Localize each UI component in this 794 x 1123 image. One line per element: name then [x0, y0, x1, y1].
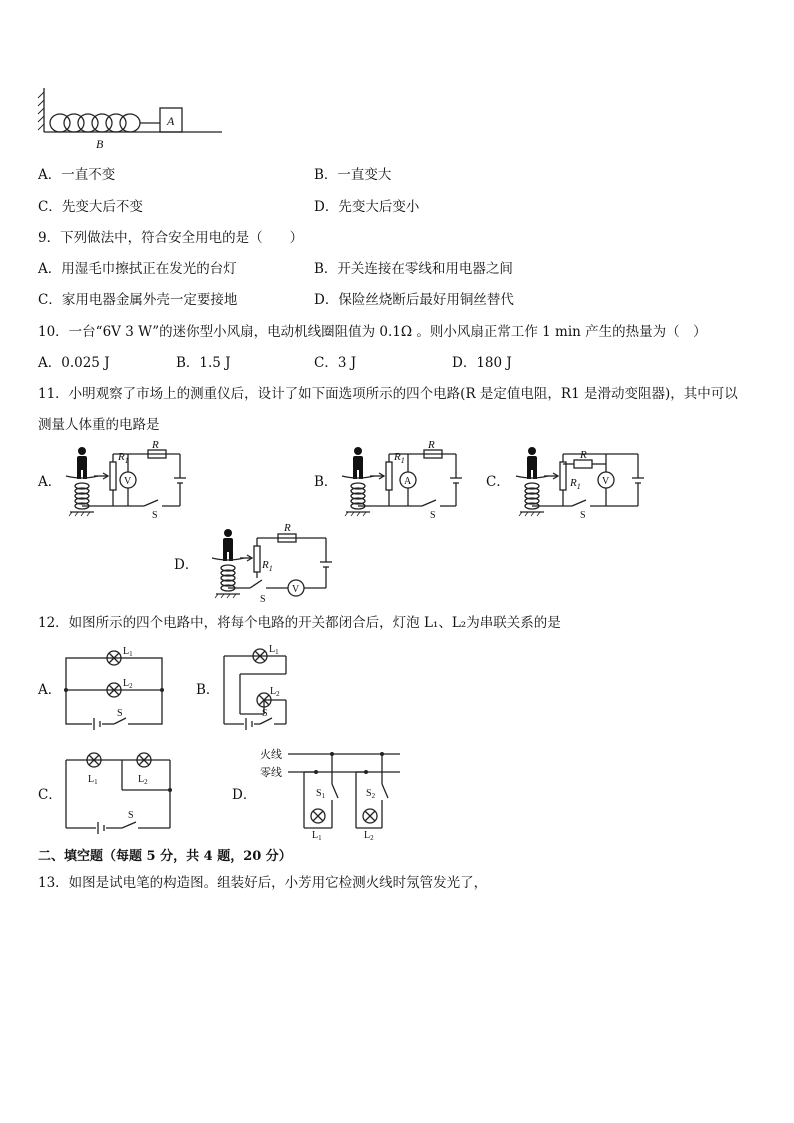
svg-text:R1: $R_1$	[570, 477, 581, 491]
q11-circuit-a[interactable]	[62, 439, 198, 521]
q8-spring-figure	[38, 86, 228, 152]
q9-option-c[interactable]: C．家用电器金属外壳一定要接地	[38, 292, 238, 308]
q12-option-c-label[interactable]: C．	[38, 787, 62, 803]
q12-option-d-label[interactable]: D．	[232, 787, 257, 803]
live-wire-label: 火线	[260, 749, 282, 761]
q11-option-d-label[interactable]: D．	[174, 557, 199, 573]
svg-text:S: S	[117, 708, 123, 719]
q10-option-b[interactable]: B．1.5 J	[176, 355, 231, 371]
svg-text:L2: $L_2$	[270, 686, 280, 698]
voltmeter-label: V	[124, 476, 132, 487]
q11-stem-line1: 11．小明观察了市场上的测重仪后，设计了如下面选项所示的四个电路(R 是定值电阻，R1 是滑动变阻器)，其中可以	[38, 386, 738, 402]
svg-text:L2: $L_2$	[123, 678, 133, 690]
svg-text:R1: $R_1$	[394, 451, 405, 465]
svg-text:L1: $L_1$	[123, 646, 133, 658]
q12-circuit-d[interactable]	[258, 744, 404, 842]
q11-circuit-d[interactable]	[200, 522, 340, 605]
q12-option-a-label[interactable]: A．	[38, 682, 62, 698]
svg-text:R: R	[428, 439, 435, 451]
q8-option-c[interactable]: C．先变大后不变	[38, 199, 143, 215]
q11-option-a-label[interactable]: A．	[38, 474, 62, 490]
svg-text:L2: $L_2$	[364, 830, 374, 842]
q9-option-d[interactable]: D．保险丝烧断后最好用铜丝替代	[314, 292, 514, 308]
q11-circuit-b[interactable]	[338, 439, 474, 521]
q8-option-d[interactable]: D．先变大后变小	[314, 199, 420, 215]
svg-text:V: V	[292, 584, 300, 595]
q11-option-b-label[interactable]: B．	[314, 474, 338, 490]
person-icon	[77, 447, 87, 479]
q10-option-a[interactable]: A．0.025 J	[38, 355, 110, 371]
r-label: R	[152, 439, 159, 451]
switch-label: S	[152, 510, 158, 521]
svg-text:L1: $L_1$	[312, 830, 322, 842]
neutral-wire-label: 零线	[260, 767, 282, 779]
svg-text:S1: $S_1$	[316, 788, 326, 800]
section2-heading: 二、填空题（每题 5 分，共 4 题，20 分）	[38, 849, 292, 864]
svg-text:R: R	[580, 449, 587, 461]
q10-option-d[interactable]: D．180 J	[452, 355, 512, 371]
block-label: A	[167, 114, 175, 128]
person-icon	[527, 447, 537, 479]
svg-text:S: S	[262, 708, 268, 719]
q11-circuit-c[interactable]	[512, 446, 648, 520]
q10-stem: 10．一台“6V 3 W”的迷你型小风扇，电动机线圈阻值为 0.1Ω 。则小风扇正常工作 1 min 产生的热量为（ ）	[38, 324, 707, 340]
svg-text:V: V	[602, 476, 610, 487]
svg-text:R: R	[284, 522, 291, 534]
q8-option-b[interactable]: B．一直变大	[314, 167, 392, 183]
q12-circuit-a[interactable]	[62, 646, 170, 732]
svg-text:S: S	[128, 810, 134, 821]
spring-label: B	[96, 137, 104, 151]
q9-option-b[interactable]: B．开关连接在零线和用电器之间	[314, 261, 513, 277]
q11-option-c-label[interactable]: C．	[486, 474, 510, 490]
q12-option-b-label[interactable]: B．	[196, 682, 220, 698]
svg-text:R1: $R_1$	[262, 559, 273, 573]
q10-option-c[interactable]: C．3 J	[314, 355, 357, 371]
svg-text:L1: $L_1$	[88, 774, 98, 786]
q11-stem-line2: 测量人体重的电路是	[38, 417, 160, 433]
svg-text:S: S	[260, 594, 266, 605]
svg-text:S: S	[580, 510, 586, 521]
q12-circuit-c[interactable]	[62, 744, 180, 834]
r1-label: $R_1$	[118, 451, 129, 465]
person-icon	[223, 529, 233, 561]
q9-option-a[interactable]: A．用湿毛巾擦拭正在发光的台灯	[38, 261, 237, 277]
q8-option-a[interactable]: A．一直不变	[38, 167, 116, 183]
q12-circuit-b[interactable]	[220, 644, 296, 732]
ammeter-label: A	[404, 476, 412, 487]
q13-stem: 13．如图是试电笔的构造图。组装好后，小芳用它检测火线时氖管发光了，	[38, 875, 488, 891]
person-icon	[353, 447, 363, 479]
svg-text:S2: $S_2$	[366, 788, 376, 800]
q9-stem: 9．下列做法中，符合安全用电的是（ ）	[38, 230, 304, 246]
q12-stem: 12．如图所示的四个电路中，将每个电路的开关都闭合后，灯泡 L₁、L₂为串联关系的是	[38, 615, 561, 631]
svg-text:L2: $L_2$	[138, 774, 148, 786]
svg-text:S: S	[430, 510, 436, 521]
svg-text:L1: $L_1$	[269, 644, 279, 656]
